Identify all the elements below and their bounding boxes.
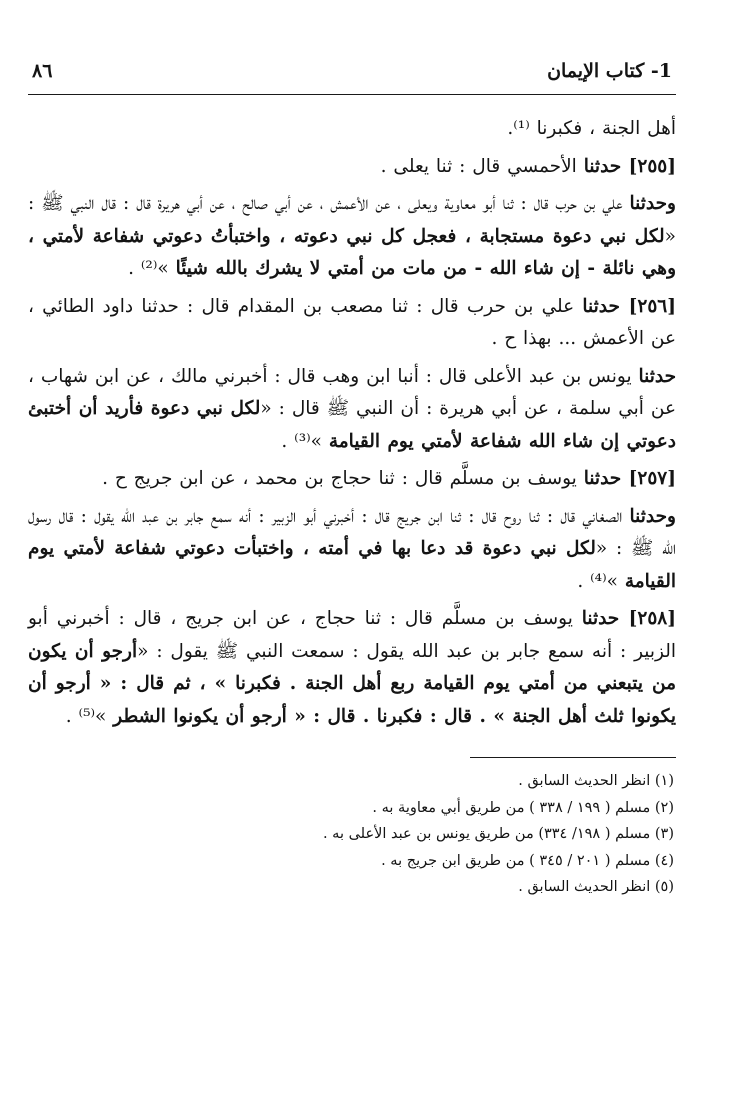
running-header — [28, 60, 676, 92]
footnotes — [28, 768, 676, 901]
paragraph: [٢٥٨] حدثنا يوسف بن مسلَّم قال : ثنا حجاج ، عن ابن جريج ، قال : أخبرني أبو الزبير : أنه سمع جابر بن عبد الله يقول : سمعت النبي ﷺ يقول : «أرجو أن يكون من يتبعني من أمتي يوم القيامة ربع أهل الجنة . فكبرنا » ، ثم قال : « أرجو أن يكونوا ثلث أهل الجنة » . قال : فكبرنا . قال : « أرجو أن يكونوا الشطر »⁽⁵⁾ . — [28, 608, 676, 727]
paragraph: [٢٥٦] حدثنا علي بن حرب قال : ثنا مصعب بن المقدام قال : حدثنا داود الطائي ، عن الأعمش ... بهذا ح . — [28, 295, 676, 349]
paragraph: أهل الجنة ، فكبرنا ⁽¹⁾. — [507, 118, 676, 139]
chapter-title: 1- كتاب الإيمان — [547, 60, 672, 82]
paragraph: وحدثنا الصغاني قال : ثنا روح قال : ثنا ابن جريج قال : أخبرني أبو الزبير : أنه سمع جابر بن عبد الله يقول : قال رسول الله ﷺ : «لكل نبي دعوة قد دعا بها في أمته ، واختبأت دعوتي شفاعة لأمتي يوم القيامة »⁽⁴⁾ . — [28, 505, 676, 592]
page-number: ٨٦ — [32, 60, 53, 82]
footnote: (١) انظر الحديث السابق . — [518, 773, 674, 789]
footnote: (٥) انظر الحديث السابق . — [518, 879, 674, 895]
footnote: (٣) مسلم ( ١٩٨/ ٣٣٤) من طريق يونس بن عبد الأعلى به . — [322, 826, 674, 842]
paragraph: حدثنا يونس بن عبد الأعلى قال : أنبا ابن وهب قال : أخبرني مالك ، عن ابن شهاب ، عن أبي سلمة ، عن أبي هريرة : أن النبي ﷺ قال : «لكل نبي دعوة فأريد أن أختبئ دعوتي إن شاء الله شفاعة لأمتي يوم القيامة »⁽³⁾ . — [28, 365, 676, 452]
paragraph: [٢٥٧] حدثنا يوسف بن مسلَّم قال : ثنا حجاج بن محمد ، عن ابن جريج ح . — [102, 468, 676, 489]
footnote: (٤) مسلم ( ٢٠١ / ٣٤٥ ) من طريق ابن جريج به . — [381, 852, 674, 869]
book-page — [28, 60, 676, 901]
header-rule — [28, 94, 676, 95]
footnote: (٢) مسلم ( ١٩٩ / ٣٣٨ ) من طريق أبي معاوية به . — [372, 799, 674, 816]
hadith-text — [28, 113, 676, 733]
paragraph: [٢٥٥] حدثنا الأحمسي قال : ثنا يعلى . — [380, 155, 676, 177]
footnote-separator — [470, 757, 676, 758]
paragraph: وحدثنا علي بن حرب قال : ثنا أبو معاوية ويعلى ، عن الأعمش ، عن أبي صالح ، عن أبي هريرة قال : قال النبي ﷺ : «لكل نبي دعوة مستجابة ، فعجل كل نبي دعوته ، واختبأتُ دعوتي شفاعة لأمتي ، وهي نائلة - إن شاء الله - من مات من أمتي لا يشرك بالله شيئًا »⁽²⁾ . — [28, 193, 676, 279]
